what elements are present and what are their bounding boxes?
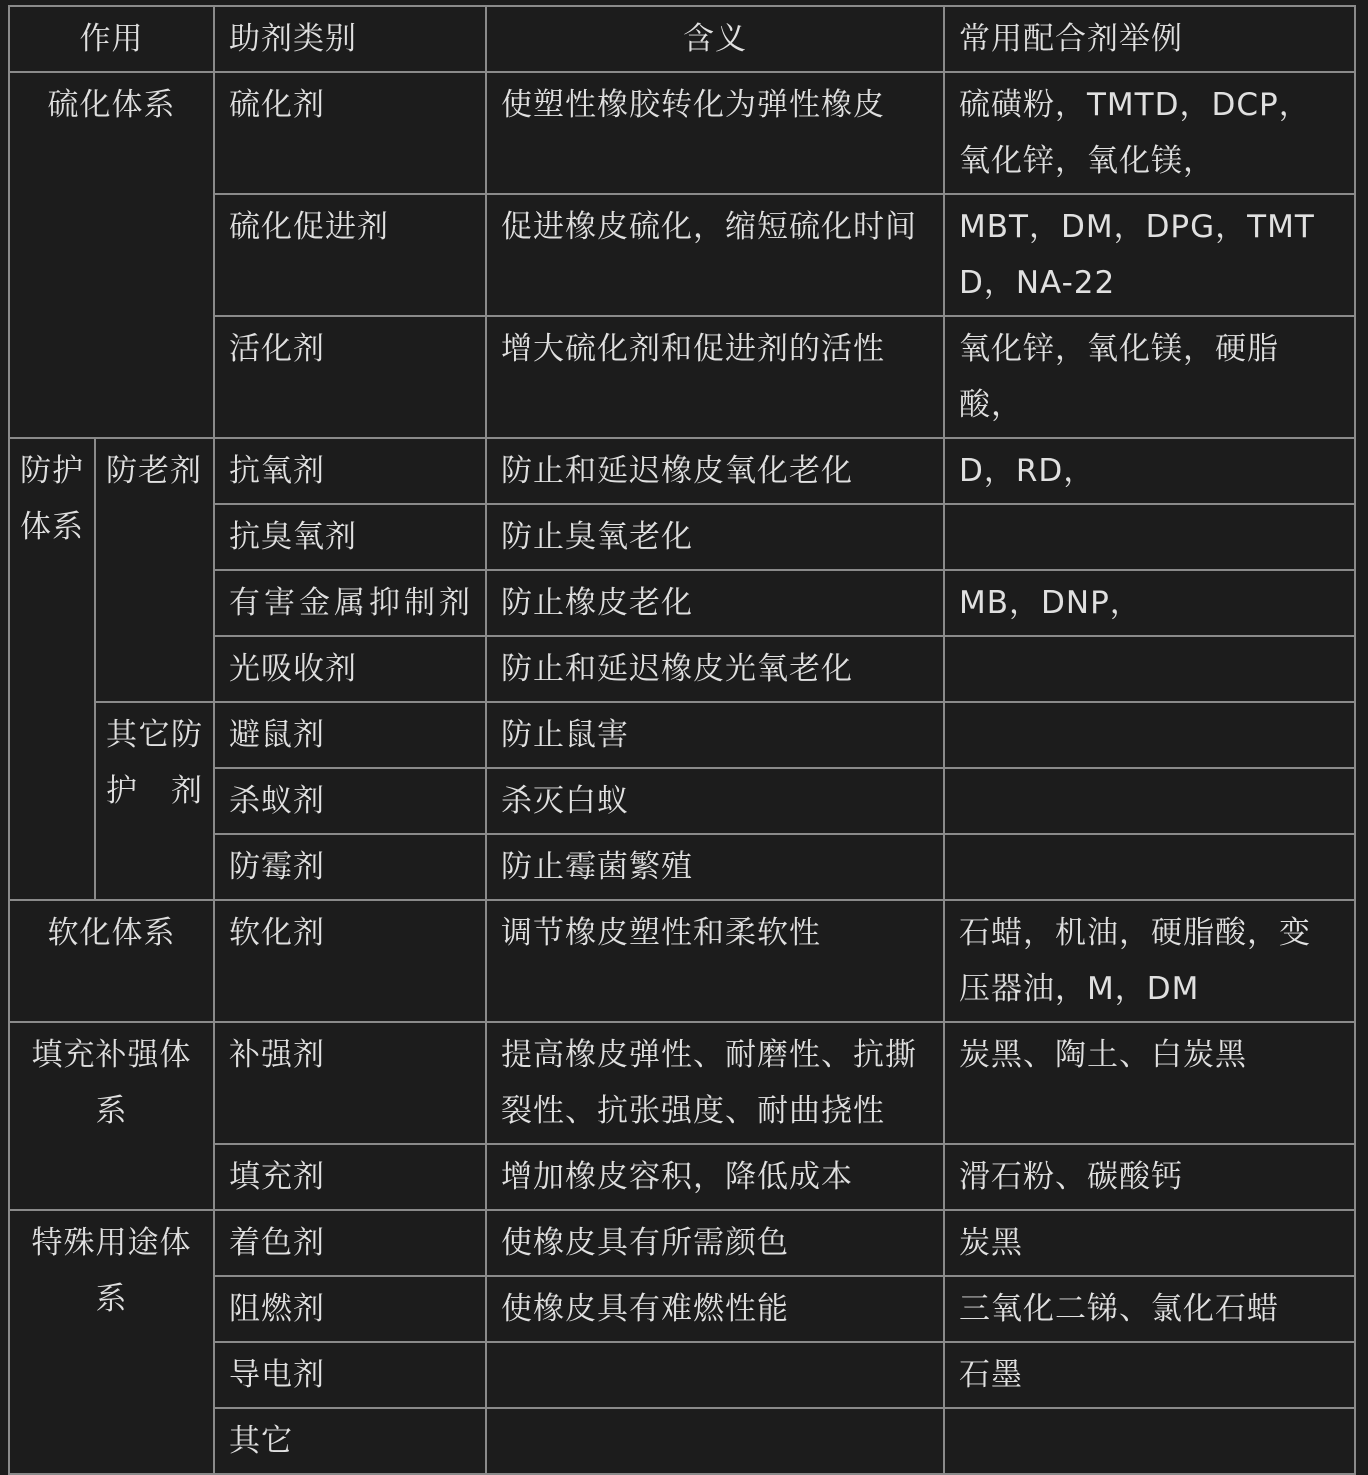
examples-cell: 硫磺粉，TMTD，DCP，氧化锌，氧化镁， [944,72,1355,194]
table-row [9,1210,1355,1276]
examples-cell: 三氧化二锑、氯化石蜡 [944,1276,1355,1342]
category-cell: 抗氧剂 [214,438,486,504]
category-cell: 补强剂 [214,1022,486,1144]
examples-cell: 石蜡，机油，硬脂酸，变压器油，M，DM [944,900,1355,1022]
table-row [9,72,1355,194]
meaning-cell [486,1408,944,1474]
header-function: 作用 [9,6,214,72]
examples-cell: D，RD， [944,438,1355,504]
header-category: 助剂类别 [214,6,486,72]
meaning-cell: 调节橡皮塑性和柔软性 [486,900,944,1022]
category-cell: 光吸收剂 [214,636,486,702]
category-cell: 防霉剂 [214,834,486,900]
meaning-cell: 防止霉菌繁殖 [486,834,944,900]
examples-cell: 炭黑、陶土、白炭黑 [944,1022,1355,1144]
examples-cell: 石墨 [944,1342,1355,1408]
table-row [9,702,1355,768]
examples-cell [944,702,1355,768]
category-cell: 杀蚁剂 [214,768,486,834]
table-row [9,900,1355,1022]
group-filling: 填充补强体系 [9,1022,214,1210]
meaning-cell: 防止和延迟橡皮光氧老化 [486,636,944,702]
meaning-cell: 使塑性橡胶转化为弹性橡皮 [486,72,944,194]
meaning-cell: 使橡皮具有所需颜色 [486,1210,944,1276]
group-vulcanization: 硫化体系 [9,72,214,438]
meaning-cell [486,1342,944,1408]
examples-cell [944,768,1355,834]
category-cell: 填充剂 [214,1144,486,1210]
header-meaning: 含义 [486,6,944,72]
examples-cell: MBT，DM，DPG，TMTD，NA-22 [944,194,1355,316]
meaning-cell: 杀灭白蚁 [486,768,944,834]
category-cell: 导电剂 [214,1342,486,1408]
header-row [9,6,1355,72]
meaning-cell: 防止臭氧老化 [486,504,944,570]
category-cell: 阻燃剂 [214,1276,486,1342]
meaning-cell: 防止鼠害 [486,702,944,768]
meaning-cell: 使橡皮具有难燃性能 [486,1276,944,1342]
subgroup-other-protection: 其它防护剂 [95,702,214,900]
category-cell: 硫化促进剂 [214,194,486,316]
examples-cell: 氧化锌，氧化镁，硬脂酸， [944,316,1355,438]
category-cell: 软化剂 [214,900,486,1022]
examples-cell: MB，DNP， [944,570,1355,636]
table-row [9,1022,1355,1144]
meaning-cell: 防止橡皮老化 [486,570,944,636]
category-cell: 着色剂 [214,1210,486,1276]
group-softening: 软化体系 [9,900,214,1022]
meaning-cell: 促进橡皮硫化，缩短硫化时间 [486,194,944,316]
additives-table [8,5,1356,1475]
examples-cell: 滑石粉、碳酸钙 [944,1144,1355,1210]
meaning-cell: 防止和延迟橡皮氧化老化 [486,438,944,504]
group-protection: 防护体系 [9,438,95,900]
examples-cell [944,504,1355,570]
category-cell: 活化剂 [214,316,486,438]
category-cell: 避鼠剂 [214,702,486,768]
examples-cell [944,1408,1355,1474]
meaning-cell: 提高橡皮弹性、耐磨性、抗撕裂性、抗张强度、耐曲挠性 [486,1022,944,1144]
subgroup-antiaging: 防老剂 [95,438,214,702]
header-examples: 常用配合剂举例 [944,6,1355,72]
meaning-cell: 增加橡皮容积，降低成本 [486,1144,944,1210]
category-cell: 抗臭氧剂 [214,504,486,570]
category-cell: 硫化剂 [214,72,486,194]
category-cell: 有害金属抑制剂 [214,570,486,636]
examples-cell: 炭黑 [944,1210,1355,1276]
group-special: 特殊用途体系 [9,1210,214,1474]
meaning-cell: 增大硫化剂和促进剂的活性 [486,316,944,438]
examples-cell [944,834,1355,900]
category-cell: 其它 [214,1408,486,1474]
examples-cell [944,636,1355,702]
table-row [9,438,1355,504]
